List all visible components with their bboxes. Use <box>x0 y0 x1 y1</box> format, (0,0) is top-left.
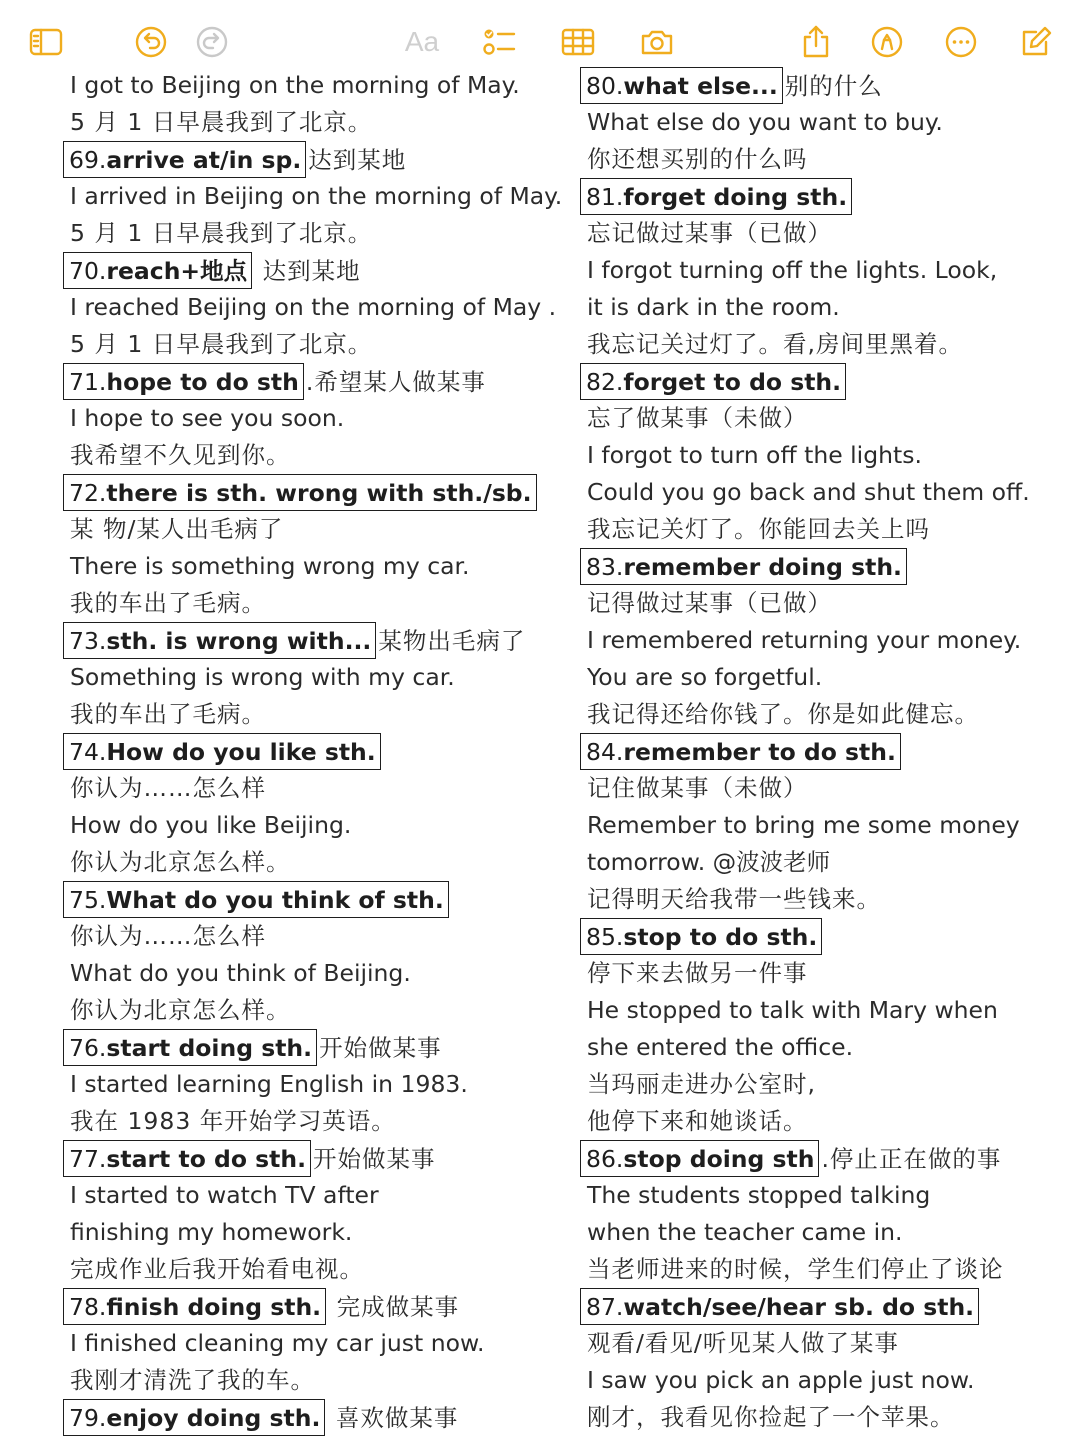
note-line: He stopped to talk with Mary when <box>587 996 998 1024</box>
note-line: I forgot to turn off the lights. <box>587 441 922 469</box>
note-line: 我刚才清洗了我的车。 <box>70 1366 315 1394</box>
note-line: I started learning English in 1983. <box>70 1070 468 1098</box>
note-line: she entered the office. <box>587 1033 854 1061</box>
note-line: Something is wrong with my car. <box>70 663 455 691</box>
phrase-heading <box>587 733 1057 770</box>
note-line: 记得做过某事（已做） <box>587 589 832 617</box>
note-line: 某 物/某人出毛病了 <box>70 515 284 543</box>
phrase-meaning: .希望某人做某事 <box>305 368 486 396</box>
note-line: tomorrow. @波波老师 <box>587 848 831 876</box>
note-line: The students stopped talking <box>587 1181 931 1209</box>
phrase-box <box>63 622 376 659</box>
undo-icon[interactable] <box>131 22 171 62</box>
note-line: 5 月 1 日早晨我到了北京。 <box>70 219 373 247</box>
phrase-box <box>63 1288 326 1325</box>
table-icon[interactable] <box>558 22 598 62</box>
note-line: I got to Beijing on the morning of May. <box>70 71 520 99</box>
phrase-heading <box>587 1288 1057 1325</box>
phrase-text: What do you think of sth. <box>106 886 444 914</box>
more-icon[interactable] <box>941 22 981 62</box>
format-text: Aa <box>404 26 440 57</box>
phrase-number: 74. <box>69 738 107 766</box>
phrase-heading <box>70 363 570 400</box>
note-line: I reached Beijing on the morning of May . <box>70 293 557 321</box>
phrase-box <box>63 1399 325 1436</box>
phrase-box <box>580 67 783 104</box>
phrase-heading <box>70 1029 570 1066</box>
note-line: What else do you want to buy. <box>587 108 943 136</box>
note-line: I finished cleaning my car just now. <box>70 1329 485 1357</box>
note-line: finishing my homework. <box>70 1218 353 1246</box>
phrase-heading <box>70 733 570 770</box>
phrase-text: enjoy doing sth. <box>106 1404 321 1432</box>
phrase-text: there is sth. wrong with sth./sb. <box>106 479 532 507</box>
phrase-text: forget doing sth. <box>623 183 848 211</box>
phrase-heading <box>70 1140 570 1177</box>
camera-icon[interactable] <box>637 22 677 62</box>
phrase-number: 70. <box>69 257 107 285</box>
phrase-text: stop doing sth <box>623 1145 815 1173</box>
note-line: 我忘记关过灯了。看,房间里黑着。 <box>587 330 963 358</box>
phrase-text: start doing sth. <box>106 1034 313 1062</box>
note-line: I saw you pick an apple just now. <box>587 1366 975 1394</box>
note-line: There is something wrong my car. <box>70 552 470 580</box>
share-icon[interactable] <box>796 22 836 62</box>
note-line: 他停下来和她谈话。 <box>587 1107 808 1135</box>
phrase-number: 77. <box>69 1145 107 1173</box>
phrase-box <box>580 363 846 400</box>
phrase-heading <box>70 1399 570 1436</box>
phrase-number: 80. <box>586 72 624 100</box>
phrase-meaning: 达到某地 <box>308 146 407 174</box>
phrase-meaning: 开始做某事 <box>313 1145 436 1173</box>
phrase-box <box>63 1029 317 1066</box>
phrase-number: 81. <box>586 183 624 211</box>
note-left-column[interactable] <box>70 67 570 1436</box>
phrase-text: arrive at/in sp. <box>106 146 302 174</box>
note-line: 完成作业后我开始看电视。 <box>70 1255 364 1283</box>
phrase-number: 78. <box>69 1293 107 1321</box>
note-line: 我忘记关灯了。你能回去关上吗 <box>587 515 930 543</box>
phrase-number: 73. <box>69 627 107 655</box>
phrase-box <box>63 733 381 770</box>
phrase-text: finish doing sth. <box>106 1293 322 1321</box>
note-line: 你认为……怎么样 <box>70 922 266 950</box>
markup-icon[interactable] <box>867 22 907 62</box>
phrase-meaning: 别的什么 <box>784 72 883 100</box>
note-line: 观看/看见/听见某人做了某事 <box>587 1329 899 1357</box>
note-line: 停下来去做另一件事 <box>587 959 808 987</box>
phrase-number: 87. <box>586 1293 624 1321</box>
phrase-text: remember doing sth. <box>623 553 902 581</box>
phrase-text: watch/see/hear sb. do sth. <box>623 1293 975 1321</box>
phrase-meaning: 喜欢做某事 <box>327 1404 459 1432</box>
sidebar-icon[interactable] <box>26 22 66 62</box>
phrase-text: stop to do sth. <box>623 923 818 951</box>
phrase-number: 85. <box>586 923 624 951</box>
phrase-meaning: 开始做某事 <box>319 1034 442 1062</box>
phrase-heading <box>587 178 1057 215</box>
phrase-text: sth. is wrong with... <box>106 627 372 655</box>
phrase-text: How do you like sth. <box>106 738 376 766</box>
phrase-box <box>63 363 304 400</box>
phrase-heading <box>70 881 570 918</box>
checklist-icon[interactable] <box>479 22 519 62</box>
phrase-number: 84. <box>586 738 624 766</box>
phrase-box <box>63 141 306 178</box>
redo-icon[interactable] <box>192 22 232 62</box>
note-line: I forgot turning off the lights. Look, <box>587 256 998 284</box>
phrase-number: 76. <box>69 1034 107 1062</box>
note-line: I started to watch TV after <box>70 1181 379 1209</box>
note-line: 刚才，我看见你捡起了一个苹果。 <box>587 1403 955 1431</box>
note-line: 我希望不久见到你。 <box>70 441 291 469</box>
phrase-number: 83. <box>586 553 624 581</box>
note-line: What do you think of Beijing. <box>70 959 411 987</box>
note-line: 你认为北京怎么样。 <box>70 996 291 1024</box>
note-line: I arrived in Beijing on the morning of May. <box>70 182 563 210</box>
phrase-box <box>63 1140 311 1177</box>
note-right-column[interactable] <box>587 67 1057 1436</box>
phrase-heading <box>70 474 570 511</box>
note-line: 忘记做过某事（已做） <box>587 219 832 247</box>
phrase-box <box>580 548 907 585</box>
phrase-box <box>580 1140 819 1177</box>
phrase-meaning: 完成做某事 <box>328 1293 460 1321</box>
phrase-heading <box>70 141 570 178</box>
note-line: 我的车出了毛病。 <box>70 589 266 617</box>
phrase-box <box>580 1288 979 1325</box>
phrase-heading <box>587 918 1057 955</box>
note-line: 你认为北京怎么样。 <box>70 848 291 876</box>
note-line: 忘了做某事（未做） <box>587 404 808 432</box>
phrase-box <box>580 918 822 955</box>
phrase-heading <box>587 363 1057 400</box>
note-line: Remember to bring me some money <box>587 811 1020 839</box>
note-line: it is dark in the room. <box>587 293 840 321</box>
note-line: You are so forgetful. <box>587 663 823 691</box>
phrase-heading <box>70 252 570 289</box>
phrase-heading <box>587 67 1057 104</box>
note-line: when the teacher came in. <box>587 1218 903 1246</box>
format-icon[interactable] <box>400 22 444 62</box>
note-line: 我在 1983 年开始学习英语。 <box>70 1107 396 1135</box>
note-line: 记得明天给我带一些钱来。 <box>587 885 881 913</box>
note-line: 5 月 1 日早晨我到了北京。 <box>70 108 373 136</box>
phrase-meaning: 某物出毛病了 <box>378 627 526 655</box>
note-line: I remembered returning your money. <box>587 626 1022 654</box>
phrase-heading <box>70 1288 570 1325</box>
phrase-box <box>63 881 449 918</box>
note-line: 当玛丽走进办公室时, <box>587 1070 816 1098</box>
phrase-heading <box>587 1140 1057 1177</box>
phrase-number: 79. <box>69 1404 107 1432</box>
phrase-box <box>63 252 252 289</box>
phrase-heading <box>70 622 570 659</box>
phrase-meaning: 达到某地 <box>254 257 361 285</box>
note-line: 我的车出了毛病。 <box>70 700 266 728</box>
phrase-number: 75. <box>69 886 107 914</box>
compose-icon[interactable] <box>1016 22 1056 62</box>
note-line: I hope to see you soon. <box>70 404 345 432</box>
phrase-number: 72. <box>69 479 107 507</box>
phrase-number: 82. <box>586 368 624 396</box>
note-line: 5 月 1 日早晨我到了北京。 <box>70 330 373 358</box>
phrase-text: what else... <box>623 72 778 100</box>
note-line: 你还想买别的什么吗 <box>587 145 808 173</box>
note-line: 记住做某事（未做） <box>587 774 808 802</box>
phrase-box <box>580 733 901 770</box>
phrase-text: reach+地点 <box>106 257 248 285</box>
phrase-number: 71. <box>69 368 107 396</box>
phrase-text: remember to do sth. <box>623 738 896 766</box>
phrase-text: start to do sth. <box>106 1145 307 1173</box>
phrase-box <box>580 178 852 215</box>
phrase-number: 86. <box>586 1145 624 1173</box>
note-line: How do you like Beijing. <box>70 811 352 839</box>
phrase-number: 69. <box>69 146 107 174</box>
phrase-text: hope to do sth <box>106 368 299 396</box>
phrase-box <box>63 474 537 511</box>
note-line: 当老师进来的时候，学生们停止了谈论 <box>587 1255 1004 1283</box>
phrase-heading <box>587 548 1057 585</box>
note-line: Could you go back and shut them off. <box>587 478 1030 506</box>
note-line: 你认为……怎么样 <box>70 774 266 802</box>
phrase-text: forget to do sth. <box>623 368 842 396</box>
phrase-meaning: .停止正在做的事 <box>821 1145 1002 1173</box>
note-line: 我记得还给你钱了。你是如此健忘。 <box>587 700 979 728</box>
